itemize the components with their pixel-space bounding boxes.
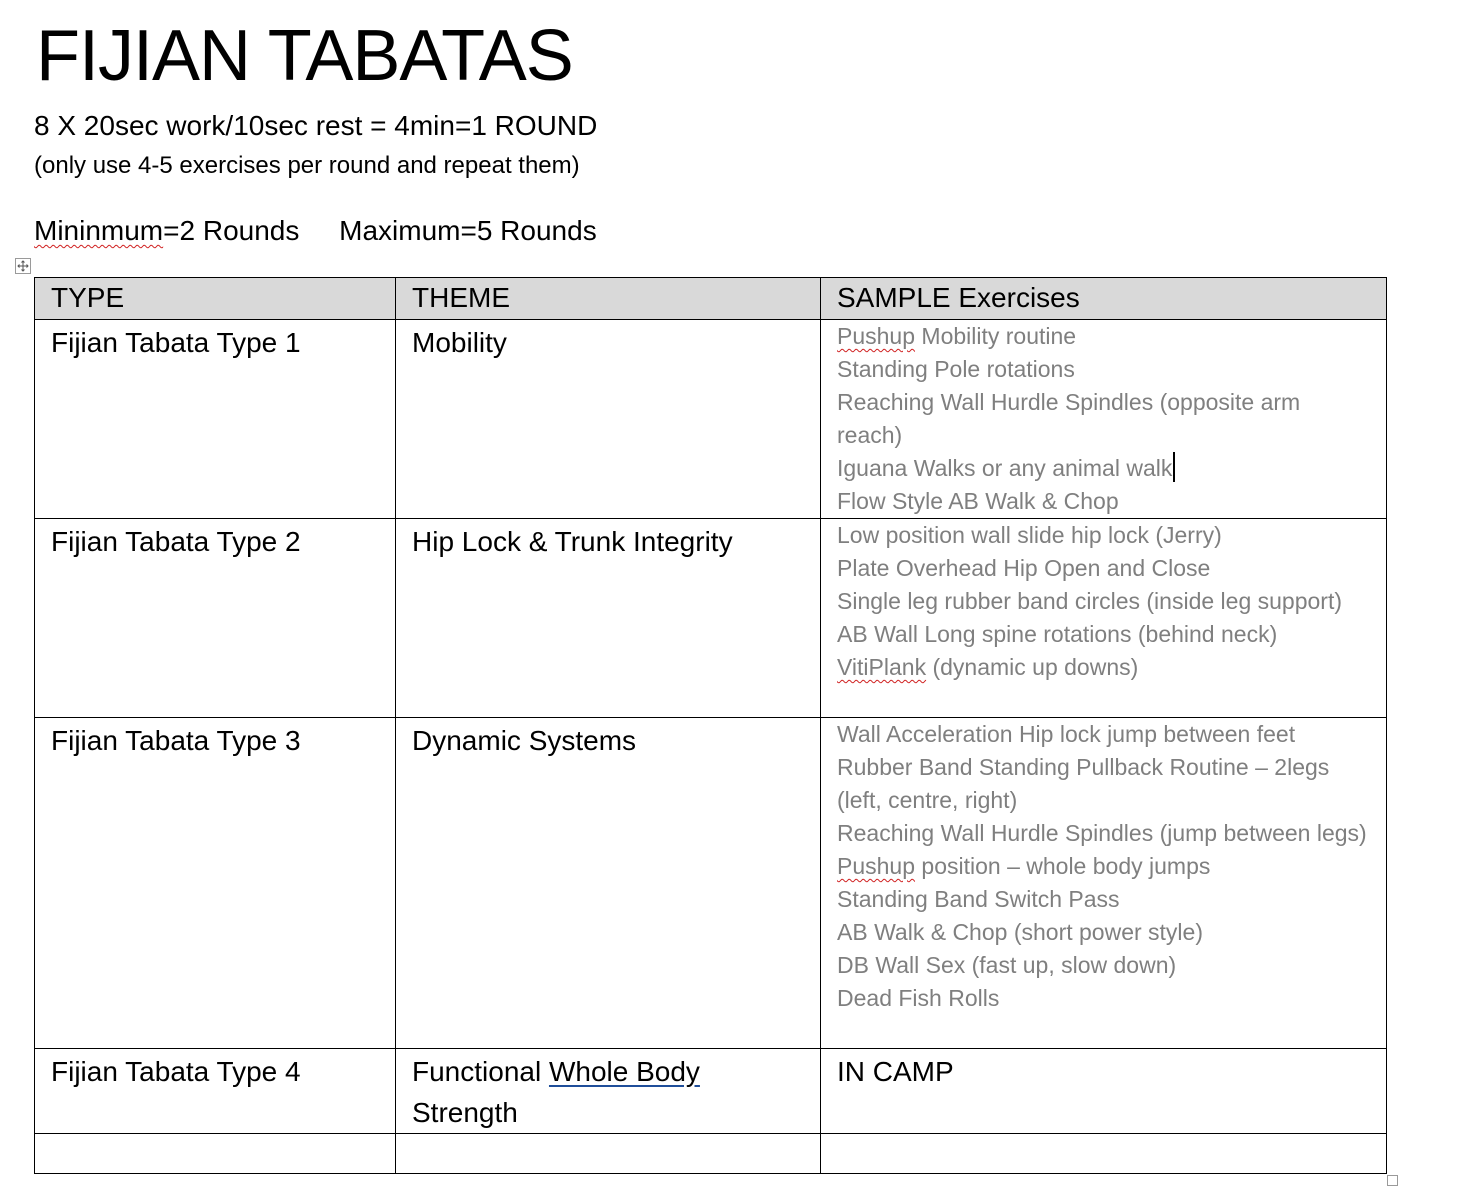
exercise-item: Wall Acceleration Hip lock jump between feet	[837, 721, 1296, 747]
theme-cell: Functional Whole Body Strength	[396, 1049, 821, 1134]
exercise-item: Pushup position – whole body jumps	[837, 853, 1211, 879]
exercise-item: Dead Fish Rolls	[837, 985, 1000, 1011]
table-row	[35, 718, 1387, 1049]
exercise-item: VitiPlank (dynamic up downs)	[837, 654, 1139, 680]
table-row	[35, 1049, 1387, 1134]
minimum-value: =2 Rounds	[163, 215, 300, 246]
exercises-cell	[821, 320, 1387, 519]
exercise-item: Low position wall slide hip lock (Jerry)	[837, 522, 1222, 548]
empty-cell[interactable]	[396, 1134, 821, 1174]
document-title: FIJIAN TABATAS	[36, 16, 573, 96]
type-cell: Fijian Tabata Type 4	[35, 1049, 396, 1134]
table-row-empty	[35, 1134, 1387, 1174]
exercise-item: Reaching Wall Hurdle Spindles (opposite arm reach)	[837, 389, 1301, 448]
exercise-item: Plate Overhead Hip Open and Close	[837, 555, 1211, 581]
text-cursor	[1173, 452, 1175, 482]
table-row	[35, 320, 1387, 519]
rounds-line	[34, 212, 597, 250]
exercise-item: AB Walk & Chop (short power style)	[837, 919, 1203, 945]
table-row	[35, 519, 1387, 718]
exercise-item: Iguana Walks or any animal walk	[837, 452, 1370, 485]
table-move-handle-icon[interactable]	[15, 258, 31, 274]
exercise-item: Reaching Wall Hurdle Spindles (jump between legs)	[837, 820, 1367, 846]
type-cell: Fijian Tabata Type 2	[35, 519, 396, 718]
exercise-item: Standing Band Switch Pass	[837, 886, 1120, 912]
exercise-item: Single leg rubber band circles (inside leg support)	[837, 588, 1343, 614]
tabata-table	[34, 277, 1387, 1174]
exercise-item: Pushup Mobility routine	[837, 323, 1077, 349]
subtitle: 8 X 20sec work/10sec rest = 4min=1 ROUND	[34, 110, 598, 141]
minimum-word: Mininmum	[34, 215, 164, 246]
theme-link[interactable]: Whole Body	[548, 1056, 700, 1087]
table-header-row	[35, 278, 1387, 320]
exercise-item: Flow Style AB Walk & Chop	[837, 488, 1119, 514]
table-resize-handle-icon[interactable]	[1387, 1175, 1398, 1186]
theme-cell: Dynamic Systems	[396, 718, 821, 1049]
header-sample-exercises: SAMPLE Exercises	[821, 278, 1387, 320]
exercise-item: DB Wall Sex (fast up, slow down)	[837, 952, 1177, 978]
theme-cell: Hip Lock & Trunk Integrity	[396, 519, 821, 718]
exercises-cell: IN CAMP	[821, 1049, 1387, 1134]
empty-cell[interactable]	[35, 1134, 396, 1174]
exercise-item: Rubber Band Standing Pullback Routine – 2legs (left, centre, right)	[837, 754, 1330, 813]
exercise-item: Standing Pole rotations	[837, 356, 1075, 382]
theme-cell: Mobility	[396, 320, 821, 519]
header-theme: THEME	[396, 278, 821, 320]
instruction-note: (only use 4-5 exercises per round and repeat them)	[34, 152, 580, 179]
type-cell: Fijian Tabata Type 1	[35, 320, 396, 519]
header-type: TYPE	[35, 278, 396, 320]
exercises-cell	[821, 718, 1387, 1049]
exercises-cell	[821, 519, 1387, 718]
type-cell: Fijian Tabata Type 3	[35, 718, 396, 1049]
exercise-item: AB Wall Long spine rotations (behind neck)	[837, 621, 1278, 647]
maximum-rounds: Maximum=5 Rounds	[339, 215, 597, 246]
empty-cell[interactable]	[821, 1134, 1387, 1174]
